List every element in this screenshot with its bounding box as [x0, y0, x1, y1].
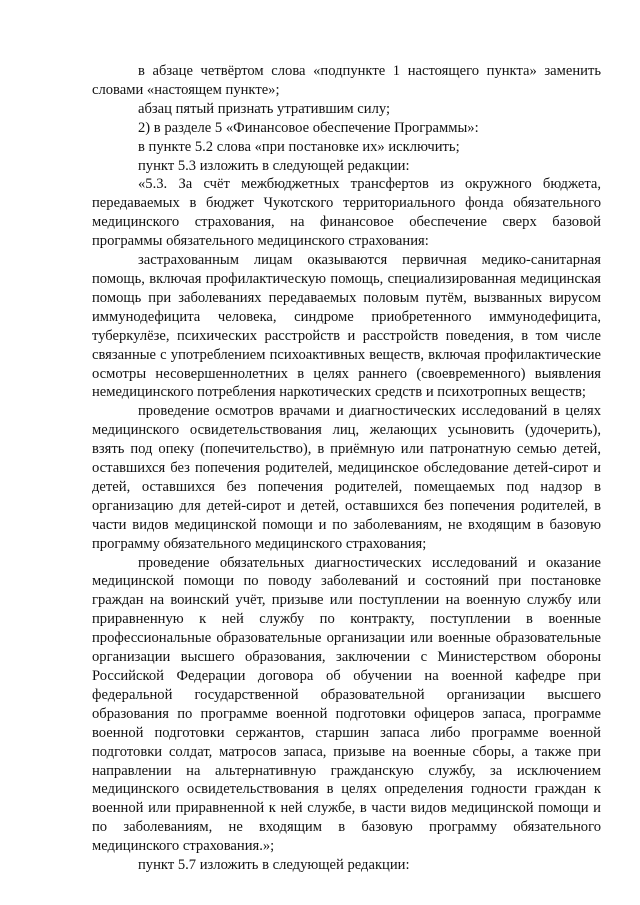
paragraph-5-3-text: «5.3. За счёт межбюджетных трансфертов из окружного бюджета, передаваемых в бюджет Чукотского территориального фонда обязательного медицинского страхования, на финансовое обеспечение сверх базовой программы обязательного медицинского страхования:	[92, 176, 601, 250]
paragraph-razdel-5: 2) в разделе 5 «Финансовое обеспечение Программы»:	[138, 119, 479, 136]
paragraph-punkt-5-3-intro: пункт 5.3 изложить в следующей редакции:	[138, 157, 410, 174]
paragraph-abzac-pyatyi: абзац пятый признать утратившим силу;	[138, 100, 391, 117]
paragraph-punkt-5-7: пункт 5.7 изложить в следующей редакции:	[138, 857, 410, 874]
paragraph-zastrahovannym-licam: застрахованным лицам оказываются первичная медико-санитарная помощь, включая профилактическую помощь, специализированная медицинская помощь при заболеваниях передаваемых половым путём, вызванных вирусом иммунодефицита человека, синдроме приобретенного иммунодефицита, туберкулёзе, психических расстройств и расстройств поведения, в том числе связанные с употреблением психоактивных веществ, включая профилактические осмотры несовершеннолетних в целях раннего (своевременного) выявления немедицинского потребления наркотических средств и психотропных веществ;	[92, 252, 601, 401]
paragraph-abzac-chetvertyi: в абзаце четвёртом слова «подпункте 1 настоящего пункта» заменить словами «настоящем пункте»;	[92, 63, 601, 98]
document-page	[92, 62, 601, 875]
paragraph-provedenie-obyazatelnyh: проведение обязательных диагностических исследований и оказание медицинской помощи по поводу заболеваний и состояний при постановке граждан на воинский учёт, призыве или поступлении на военную службу или приравненную к ней службу по контракту, поступлении в военные профессиональные образовательные организации или военные образовательные организации высшего образования, заключении с Министерством обороны Российской Федерации договора об обучении на военной кафедре при федеральной государственной образовательной организации высшего образования по программе военной подготовки офицеров запаса, программе военной подготовки сержантов, старшин запаса либо программе военной подготовки солдат, матросов запаса, призыве на военные сборы, а также при направлении на альтернативную гражданскую службу, за исключением медицинского освидетельствования в целях определения годности граждан к военной или приравненной к ней службе, в части видов медицинской помощи и по заболеваниям, не входящим в базовую программу обязательного медицинского страхования.»;	[92, 554, 601, 855]
paragraph-provedenie-osmotrov: проведение осмотров врачами и диагностических исследований в целях медицинского освидетельствования лиц, желающих усыновить (удочерить), взять под опеку (попечительство), в приёмную или патронатную семью детей, оставшихся без попечения родителей, медицинское обследование детей-сирот и детей, оставшихся без попечения родителей, помещаемых под надзор в организацию для детей-сирот и детей, оставшихся без попечения родителей, в части видов медицинской помощи и по заболеваниям, не входящим в базовую программу обязательного медицинского страхования;	[92, 403, 601, 552]
paragraph-punkt-5-2: в пункте 5.2 слова «при постановке их» исключить;	[138, 138, 460, 155]
